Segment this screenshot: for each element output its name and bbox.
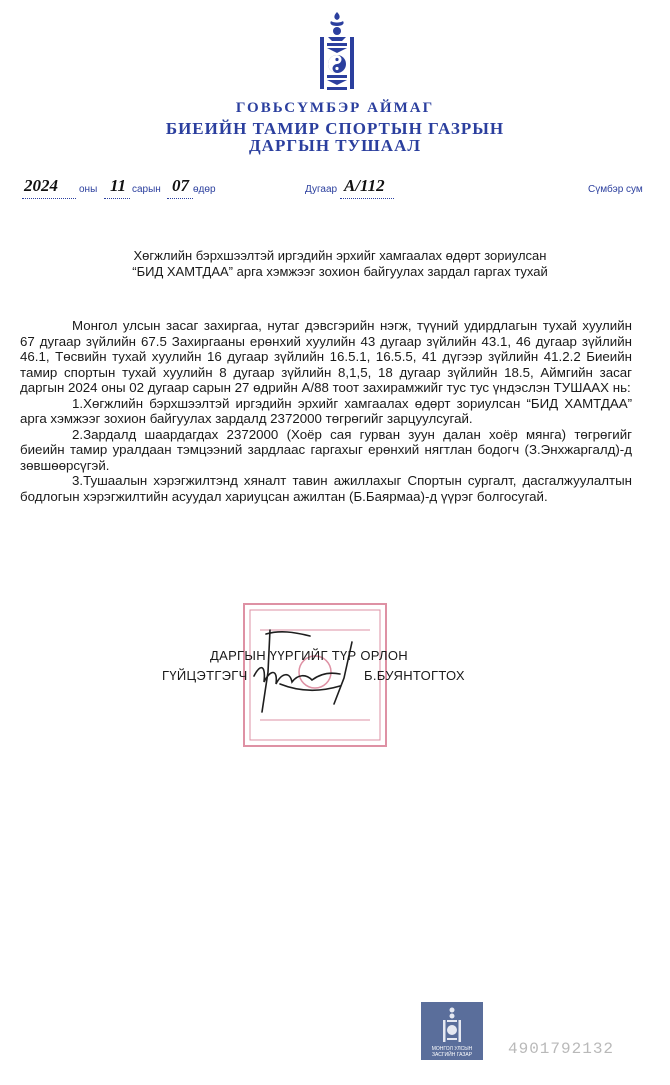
body-item-3: 3.Тушаалын хэрэгжилтэнд хяналт тавин ажиллахыг Спортын сургалт, дасгалжуулалтын бодлогын хэрэгжилтийн асуудал хариуцсан ажилтан (Б.Баярмаа)-д үүрэг болгосугай. (20, 473, 632, 504)
place-name: Сүмбэр сум (588, 184, 643, 195)
day-label: өдөр (193, 184, 216, 195)
document-number: А/112 (344, 176, 385, 195)
logo-emblem-icon (442, 1006, 462, 1044)
signatory-name: Б.БУЯНТОГТОХ (364, 668, 465, 683)
body-item-2: 2.Зардалд шаардагдах 2372000 (Хоёр сая гурван зуун далан хоёр мянга) төгрөгийг биеийн тамир уралдаан тэмцээний зардлаас гаргахыг ерөнхий нягтлан бодогч (З.Энхжаргалд)-д зөвшөөрсүгэй. (20, 426, 632, 473)
year-label: оны (79, 184, 98, 195)
body-preamble: Монгол улсын засаг захиргаа, нутаг дэвсгэрийн нэгж, түүний удирдлагын тухай хуулийн 67 дугаар зүйлийн 67.5 Захиргааны ерөнхий хуулийн 43 дугаар зүйлийн 43.1, 46 дугаар зүйлийн 46.1, Төсвийн тухай хуулийн 16 дугаар зүйлийн 16.5.1, 16.5.5, 41 дүгээр зүйлийн 41.2.2 Биеийн тамир спортын тухай хуулийн 8 дугаар зүйлийн 8,1,5, 18 дугаар зүйлийн 18.5, Аймгийн засаг даргын 2024 оны 02 дугаар сарын 27 өдрийн А/88 тоот захирамжийг тус тус үндэслэн ТУШААХ нь: (20, 318, 632, 395)
body-item-1: 1.Хөгжлийн бэрхшээлтэй иргэдийн эрхийг хамгаалах өдөрт зориулсан “БИД ХАМТДАА” арга хэмжээг зохион байгуулах зардалд 2372000 төгрөгийг зарцуулсугай. (20, 395, 632, 426)
date-number-line (22, 176, 662, 202)
soyombo-emblem-icon (316, 10, 358, 92)
document-body (20, 318, 632, 504)
document-serial-number: 4901792132 (508, 1040, 615, 1058)
organization-name: БИЕИЙН ТАМИР СПОРТЫН ГАЗРЫН (165, 119, 505, 138)
title-line-2: “БИД ХАМТДАА” арга хэмжээг зохион байгуулах зардал гаргах тухай (132, 264, 548, 279)
title-line-1: Хөгжлийн бэрхшээлтэй иргэдийн эрхийг хамгаалах өдөрт зориулсан (133, 248, 547, 263)
organization-region: ГОВЬСҮМБЭР АЙМАГ (235, 100, 435, 116)
date-day: 07 (172, 176, 189, 195)
date-year: 2024 (24, 176, 58, 195)
date-month: 11 (110, 176, 127, 195)
signatory-title-line-2: ГҮЙЦЭТГЭГЧ (162, 668, 248, 683)
number-label: Дугаар (305, 184, 338, 195)
signatory-title-line-1: ДАРГЫН ҮҮРГИЙГ ТҮР ОРЛОН (210, 648, 408, 663)
document-type: ДАРГЫН ТУШААЛ (248, 136, 422, 155)
logo-caption: МОНГОЛ УЛСЫН ЗАСГИЙН ГАЗАР (431, 1046, 473, 1058)
document-title (60, 248, 620, 280)
month-label: сарын (132, 184, 161, 195)
handwritten-signature (240, 612, 370, 722)
